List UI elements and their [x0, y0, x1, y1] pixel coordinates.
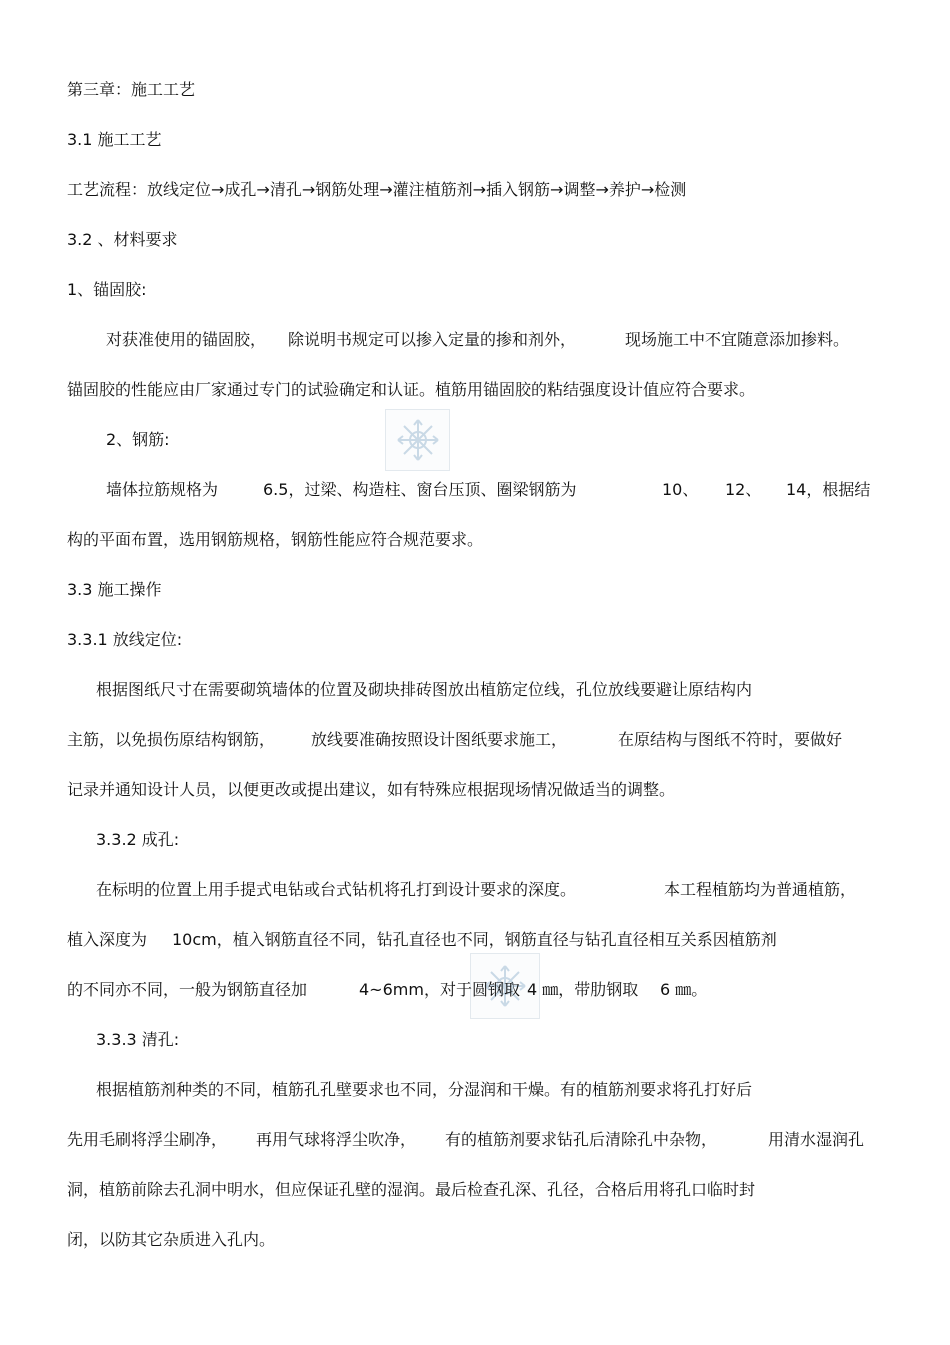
paragraph-cleaning-line-3: 洞，植筋前除去孔洞中明水，但应保证孔壁的湿润。最后检查孔深、孔径，合格后用将孔口临时封: [67, 1180, 756, 1199]
text-run: 再用气球将浮尘吹净，: [256, 1130, 417, 1149]
text-run: 现场施工中不宜随意添加掺料。: [625, 330, 850, 349]
text-run: 主筋，以免损伤原结构钢筋，: [67, 730, 276, 749]
text-run: 有的植筋剂要求钻孔后清除孔中杂物，: [445, 1130, 718, 1149]
text-run: 用清水湿润孔: [768, 1130, 865, 1149]
text-run: 先用毛刷将浮尘刷净，: [67, 1130, 228, 1149]
watermark-image: [385, 409, 450, 471]
section-3-2-title: 3.2 、材料要求: [67, 230, 178, 249]
item-1-title: 1、锚固胶:: [67, 280, 147, 299]
paragraph-cleaning-line-1: 根据植筋剂种类的不同，植筋孔孔壁要求也不同，分湿润和干燥。有的植筋剂要求将孔打好后: [96, 1080, 753, 1099]
paragraph-rebar-line-2: 构的平面布置，选用钢筋规格，钢筋性能应符合规范要求。: [67, 530, 484, 549]
chapter-title: 第三章：施工工艺: [67, 80, 196, 99]
text-run: 4 ㎜，带肋钢取: [527, 980, 639, 999]
item-2-title: 2、钢筋:: [106, 430, 170, 449]
paragraph-layout-line-1: 根据图纸尺寸在需要砌筑墙体的位置及砌块排砖图放出植筋定位线，孔位放线要避让原结构内: [96, 680, 753, 699]
text-run: 4~6mm，对于圆钢取: [359, 980, 520, 999]
text-run: 植入深度为: [67, 930, 148, 949]
section-3-3-3-title: 3.3.3 清孔:: [96, 1030, 180, 1049]
text-run: 墙体拉筋规格为: [106, 480, 219, 499]
snowflake-watermark-icon: [396, 418, 440, 462]
text-run: 6 ㎜。: [660, 980, 708, 999]
text-run: 在原结构与图纸不符时，要做好: [618, 730, 843, 749]
process-flow: 工艺流程：放线定位→成孔→清孔→钢筋处理→灌注植筋剂→插入钢筋→调整→养护→检测: [67, 180, 687, 199]
text-run: 6.5，过梁、构造柱、窗台压顶、圈梁钢筋为: [263, 480, 577, 499]
text-run: 除说明书规定可以掺入定量的掺和剂外，: [288, 330, 577, 349]
section-3-3-1-title: 3.3.1 放线定位:: [67, 630, 183, 649]
paragraph-layout-line-3: 记录并通知设计人员，以便更改或提出建议，如有特殊应根据现场情况做适当的调整。: [67, 780, 676, 799]
text-run: 对获准使用的锚固胶，: [106, 330, 267, 349]
text-run: 本工程植筋均为普通植筋，: [664, 880, 857, 899]
text-run: 在标明的位置上用手提式电钻或台式钻机将孔打到设计要求的深度。: [96, 880, 577, 899]
text-run: 10cm，植入钢筋直径不同，钻孔直径也不同，钢筋直径与钻孔直径相互关系因植筋剂: [172, 930, 777, 949]
paragraph-cleaning-line-4: 闭，以防其它杂质进入孔内。: [67, 1230, 276, 1249]
text-run: 10、: [662, 480, 699, 499]
paragraph-anchor-glue-line-2: 锚固胶的性能应由厂家通过专门的试验确定和认证。植筋用锚固胶的粘结强度设计值应符合要求。: [67, 380, 756, 399]
section-3-3-2-title: 3.3.2 成孔:: [96, 830, 180, 849]
section-3-3-title: 3.3 施工操作: [67, 580, 162, 599]
text-run: 放线要准确按照设计图纸要求施工，: [311, 730, 568, 749]
section-3-1-title: 3.1 施工工艺: [67, 130, 162, 149]
text-run: 14，根据结: [786, 480, 871, 499]
text-run: 的不同亦不同，一般为钢筋直径加: [67, 980, 308, 999]
text-run: 12、: [725, 480, 762, 499]
